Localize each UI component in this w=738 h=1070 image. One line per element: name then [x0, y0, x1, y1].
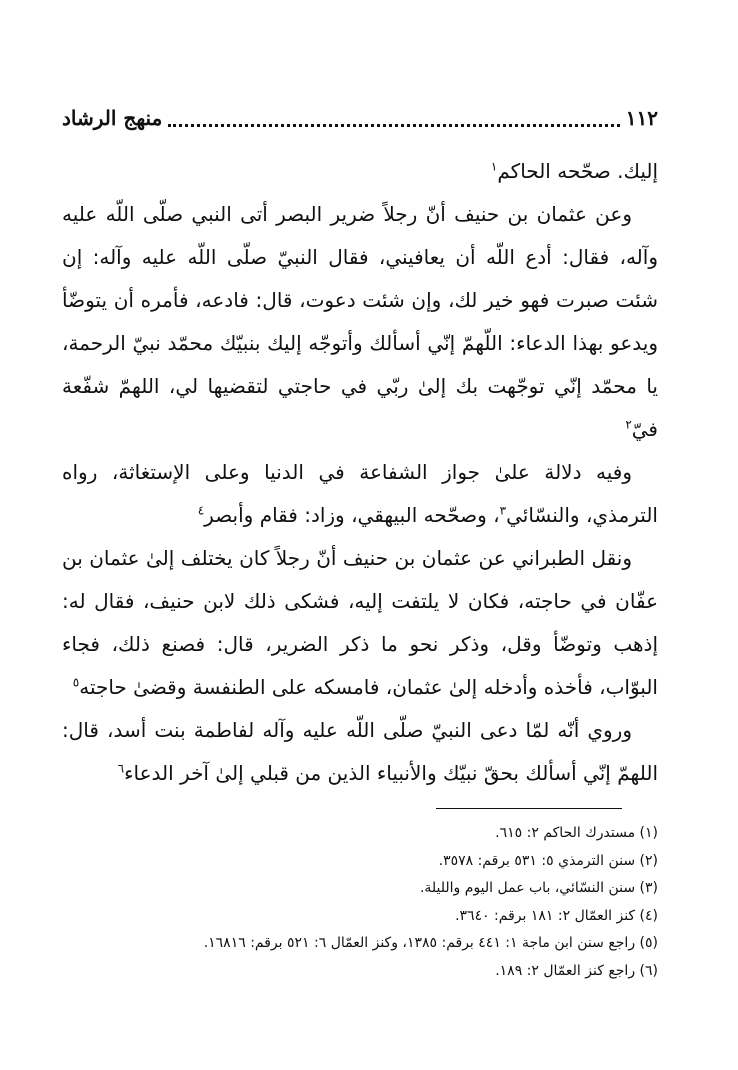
paragraph-5: [62, 709, 658, 795]
page-header: [62, 98, 658, 138]
footnote-6: (٦) راجع كنز العمّال ٢: ١٨٩.: [495, 962, 658, 979]
footnote-marker: ٦: [117, 761, 125, 776]
header-dot-leader: [168, 124, 619, 127]
footnote-marker: ٣: [499, 503, 507, 518]
footnote-5: (٥) راجع سنن ابن ماجة ١: ٤٤١ برقم: ١٣٨٥، وكنز العمّال ٦: ٥٢١ برقم: ١٦٨١٦.: [203, 935, 658, 951]
main-text: [62, 150, 658, 795]
footnote-marker: ٢: [625, 417, 632, 432]
paragraph-text: إليك. صحّحه الحاكم: [497, 159, 658, 183]
paragraph-text: وروي أنّه لمّا دعى النبيّ صلّى اللّه عليه وآله لفاطمة بنت أسد، قال: اللهمّ إنّي أسألك بحقّ نبيّك والأنبياء الذين من قبلي إلىٰ آخر الدعاء: [62, 718, 658, 785]
footnote-marker: ٤: [197, 503, 205, 518]
page-number: ١١٢: [625, 106, 658, 130]
footnote-3: (٣) سنن النسّائي، باب عمل اليوم والليلة.: [419, 880, 658, 896]
footnote-2: (٢) سنن الترمذي ٥: ٥٣١ برقم: ٣٥٧٨.: [438, 852, 658, 869]
footnote-1: (١) مستدرك الحاكم ٢: ٦١٥.: [495, 825, 658, 841]
paragraph-text: وعن عثمان بن حنيف أنّ رجلاً ضرير البصر أتى النبي صلّى اللّه عليه وآله، فقال: أدع اللّه أن يعافيني، فقال النبيّ صلّى اللّه عليه وآله: إن شئت صبرت فهو خير لك، وإن شئت دعوت، قال: فادعه، فأمره أن يتوضّأ ويدعو بهذا الدعاء: اللّهمّ إنّي أسألك وأتوجّه إليك بنبيّك محمّد نبيّ الرحمة، يا محمّد إنّي توجّهت بك إلىٰ ربّي في حاجتي لتقضيها لي، اللهمّ شفّعة فيّ: [62, 202, 658, 441]
footnote-4: (٤) كنز العمّال ٢: ١٨١ برقم: ٣٦٤٠.: [455, 907, 658, 924]
paragraph-3: [62, 451, 658, 537]
paragraph-text: وفيه دلالة علىٰ جواز الشفاعة في الدنيا وعلى الإستغاثة، رواه الترمذي، والنسّائي: [62, 460, 658, 527]
paragraph-1: [62, 150, 658, 193]
paragraph-2: [62, 193, 658, 451]
footnotes: [62, 820, 658, 985]
paragraph-4: [62, 537, 658, 709]
running-title: منهج الرشاد: [62, 106, 163, 130]
footnote-separator: [436, 808, 622, 809]
paragraph-text: ، وصحّحه البيهقي، وزاد: فقام وأبصر: [204, 503, 500, 527]
footnote-marker: ١: [490, 159, 498, 174]
footnote-marker: ٥: [72, 675, 80, 690]
paragraph-text: ونقل الطبراني عن عثمان بن حنيف أنّ رجلاً كان يختلف إلىٰ عثمان بن عفّان في حاجته، فكان لا يلتفت إليه، فشكى ذلك لابن حنيف، فقال له: إذهب وتوضّأ وقل، وذكر نحو ما ذكر الضرير، قال: فصنع ذلك، فجاء البوّاب، فأخذه وأدخله إلىٰ عثمان، فامسكه على الطنفسة وقضىٰ حاجته: [62, 546, 658, 699]
